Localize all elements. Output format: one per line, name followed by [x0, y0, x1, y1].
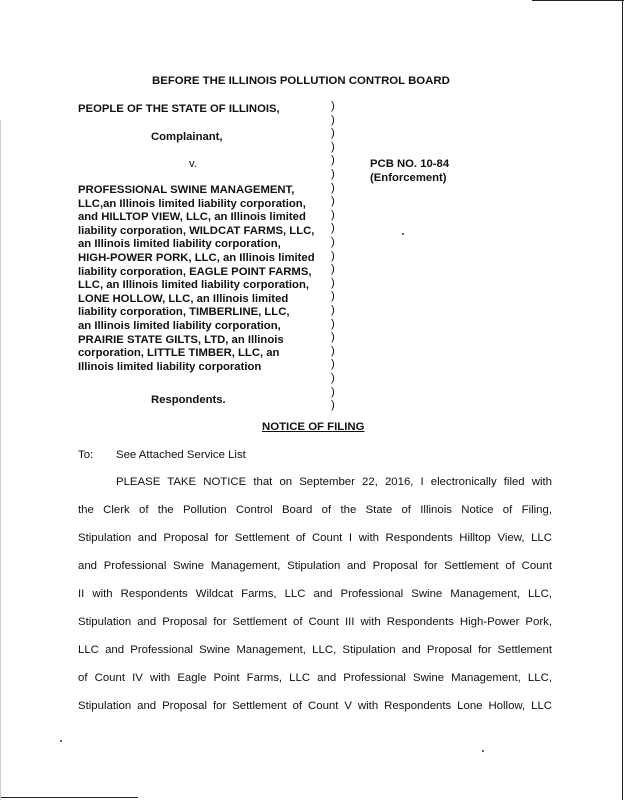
- notice-title: NOTICE OF FILING: [262, 421, 365, 433]
- caption-parenthesis: ): [331, 249, 335, 262]
- body-line: Stipulation and Proposal for Settlement of Count III with Respondents High-Power Pork,: [78, 616, 552, 628]
- versus-label: v.: [189, 158, 197, 170]
- body-line: PLEASE TAKE NOTICE that on September 22, 2016, I electronically filed with: [116, 476, 552, 488]
- caption-parenthesis: ): [331, 195, 335, 208]
- scan-speck: [60, 740, 62, 742]
- caption-parenthesis: ): [331, 385, 335, 398]
- caption-parenthesis: ): [331, 236, 335, 248]
- caption-parenthesis: ): [331, 113, 335, 126]
- respondent-line: liability corporation, WILDCAT FARMS, LLC,: [78, 224, 315, 237]
- caption-parenthesis: ): [331, 181, 335, 194]
- caption-parenthesis: ): [331, 344, 335, 357]
- respondent-line: LLC,an Illinois limited liability corporation,: [78, 197, 306, 210]
- body-line: the Clerk of the Pollution Control Board of the State of Illinois Notice of Filing,: [78, 504, 552, 516]
- respondent-line: PRAIRIE STATE GILTS, LTD, an Illinois: [78, 333, 284, 346]
- caption-parenthesis: ): [331, 222, 335, 235]
- caption-parenthesis: ): [331, 276, 335, 289]
- respondent-line: corporation, LITTLE TIMBER, LLC, an: [78, 347, 280, 360]
- caption-parenthesis: ): [331, 331, 335, 344]
- caption-parenthesis: ): [331, 100, 335, 112]
- caption-parenthesis: ): [331, 263, 335, 276]
- caption-parenthesis: ): [331, 372, 335, 384]
- respondent-line: liability corporation, TIMBERLINE, LLC,: [78, 306, 290, 319]
- to-value: See Attached Service List: [116, 449, 246, 461]
- plaintiff-name: PEOPLE OF THE STATE OF ILLINOIS,: [78, 103, 280, 115]
- caption-parenthesis: ): [331, 168, 335, 180]
- body-line: LLC and Professional Swine Management, LLC, Stipulation and Proposal for Settlement: [78, 644, 552, 656]
- case-type: (Enforcement): [370, 172, 447, 184]
- caption-parenthesis: ): [331, 399, 335, 412]
- respondent-line: an Illinois limited liability corporation,: [78, 319, 281, 332]
- respondents-label: Respondents.: [151, 394, 226, 406]
- page-border-top: [532, 0, 624, 1]
- respondent-line: and HILLTOP VIEW, LLC, an Illinois limited: [78, 211, 306, 224]
- respondent-line: HIGH-POWER PORK, LLC, an Illinois limited: [78, 251, 315, 264]
- caption-parenthesis: ): [331, 358, 335, 371]
- body-line: and Professional Swine Management, Stipulation and Proposal for Settlement of Count: [78, 560, 552, 572]
- scan-speck: [402, 233, 404, 235]
- case-number: PCB NO. 10-84: [370, 158, 450, 170]
- caption-parenthesis: ): [331, 317, 335, 330]
- page-border-bottom: [0, 797, 138, 798]
- respondent-line: liability corporation, EAGLE POINT FARMS,: [78, 265, 312, 278]
- respondent-line: PROFESSIONAL SWINE MANAGEMENT,: [78, 184, 295, 196]
- respondent-line: Illinois limited liability corporation: [78, 360, 262, 373]
- page-border-left: [0, 120, 1, 800]
- caption-parenthesis: ): [331, 140, 335, 153]
- caption-parenthesis: ): [331, 208, 335, 221]
- document-heading: BEFORE THE ILLINOIS POLLUTION CONTROL BOARD: [152, 75, 450, 87]
- caption-parenthesis: ): [331, 154, 335, 167]
- to-label: To:: [78, 449, 94, 461]
- scan-speck: [482, 750, 484, 752]
- caption-parenthesis: ): [331, 304, 335, 316]
- body-line: Stipulation and Proposal for Settlement of Count I with Respondents Hilltop View, LLC: [78, 532, 552, 544]
- caption-parenthesis: ): [331, 127, 335, 140]
- complainant-label: Complainant,: [151, 131, 223, 143]
- body-line: Stipulation and Proposal for Settlement of Count V with Respondents Lone Hollow, LLC: [78, 700, 552, 712]
- respondent-line: an Illinois limited liability corporation,: [78, 238, 281, 251]
- respondent-line: LONE HOLLOW, LLC, an Illinois limited: [78, 292, 289, 305]
- page-border-right: [622, 0, 623, 800]
- caption-parenthesis: ): [331, 290, 335, 303]
- respondent-line: LLC, an Illinois limited liability corporation,: [78, 279, 309, 292]
- body-line: II with Respondents Wildcat Farms, LLC and Professional Swine Management, LLC,: [78, 588, 552, 600]
- respondents-block: [78, 184, 315, 374]
- body-line: of Count IV with Eagle Point Farms, LLC and Professional Swine Management, LLC,: [78, 672, 552, 684]
